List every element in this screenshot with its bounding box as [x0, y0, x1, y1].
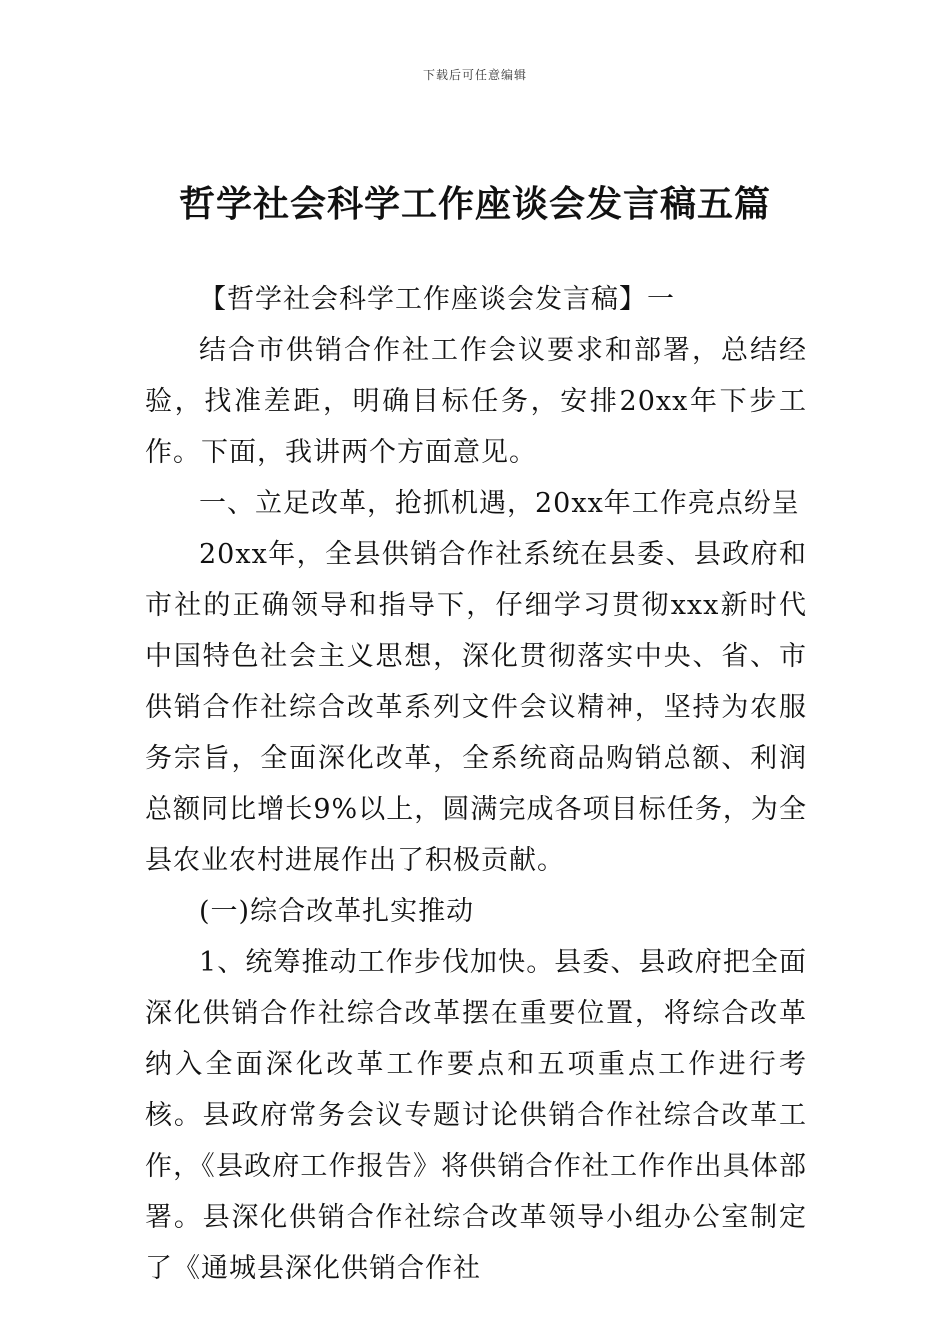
- section-heading: 【哲学社会科学工作座谈会发言稿】一: [199, 284, 675, 315]
- header-note: 下载后可任意编辑: [422, 68, 527, 82]
- subsection-heading: (一)综合改革扎实推动: [199, 896, 475, 927]
- body-paragraph: 1、统筹推动工作步伐加快。县委、县政府把全面深化供销合作社综合改革摆在重要位置，将综合改革纳入全面深化改革工作要点和五项重点工作进行考核。县政府常务会议专题讨论供销合作社综合改革工作，《县政府工作报告》将供销合作社工作作出具体部署。县深化供销合作社综合改革领导小组办公室制定了《通城县深化供销合作社: [145, 947, 807, 1284]
- document-title: 哲学社会科学工作座谈会发言稿五篇: [178, 184, 771, 225]
- body-paragraph: 结合市供销合作社工作会议要求和部署，总结经验，找准差距，明确目标任务，安排20xx年下步工作。下面，我讲两个方面意见。: [145, 335, 807, 468]
- section-heading: 一、立足改革，抢抓机遇，20xx年工作亮点纷呈: [199, 488, 800, 519]
- body-paragraph: 20xx年，全县供销合作社系统在县委、县政府和市社的正确领导和指导下，仔细学习贯彻xxx新时代中国特色社会主义思想，深化贯彻落实中央、省、市供销合作社综合改革系列文件会议精神，坚持为农服务宗旨，全面深化改革，全系统商品购销总额、利润总额同比增长9%以上，圆满完成各项目标任务，为全县农业农村进展作出了积极贡献。: [145, 539, 807, 876]
- document-body: [145, 274, 807, 1294]
